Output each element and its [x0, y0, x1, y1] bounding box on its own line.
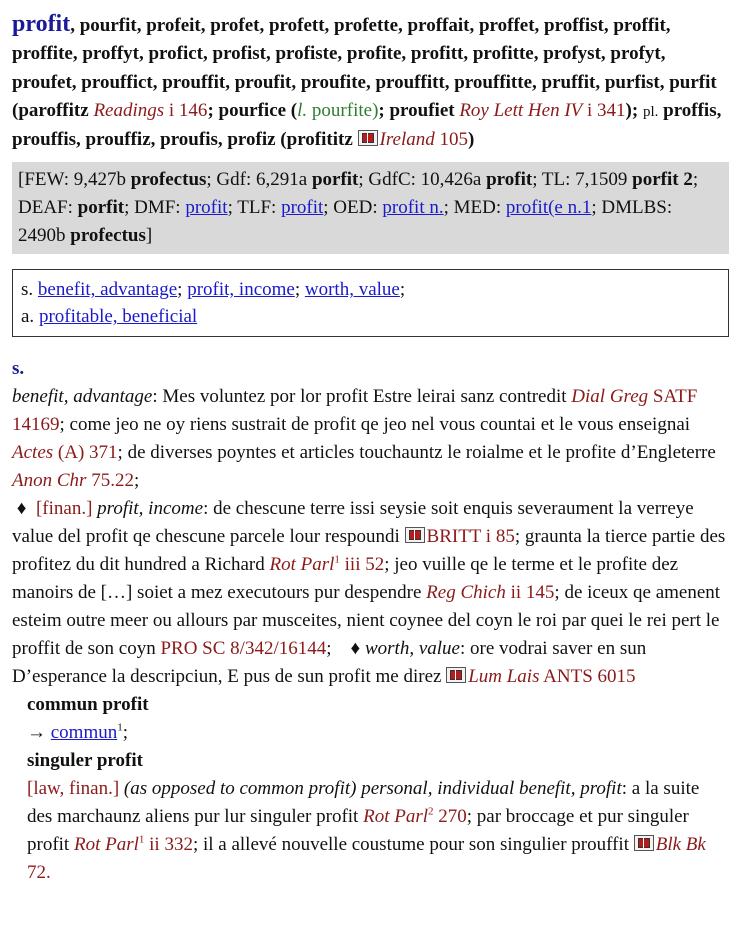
subentry-body: [law, finan.] (as opposed to common profit) personal, individual benefit, profit: a la suite des marchaunz aliens pur lur singuler profit Rot Parl$^2$ 270; par broccage et pur singuler profit Rot Parl$^1$ ii 332; il a allevé nouvelle coustume pour son singulier prouffit Blk Bk 72.	[27, 778, 706, 884]
gdf-word: porfit	[311, 169, 359, 191]
reference-box: [FEW: 9,427b profectus; Gdf: 6,291a porfit; GdfC: 10,426a profit; TL: 7,1509 porfit 2; DEAF: porfit; DMF: profit; TLF: profit; OED: profit n.; MED: profit(e n.1; DMLBS: 2490b profectus]	[12, 162, 729, 254]
source-ref[interactable]: BRITT i 85	[426, 526, 515, 548]
headword: profit	[12, 11, 71, 37]
manuscript-icon[interactable]	[634, 835, 654, 851]
source-ref[interactable]: Readings	[93, 99, 165, 121]
quotation: : a la suite des marchaunz aliens pur lur singuler profit	[27, 778, 700, 828]
subentry-crossref: → commun$^1$;	[27, 722, 129, 744]
sense-link[interactable]: profitable, beneficial	[38, 306, 198, 328]
source-ref[interactable]: Roy Lett Hen IV	[459, 99, 583, 121]
source-ref[interactable]: Ireland	[379, 129, 435, 151]
quotation: ; come jeo ne oy riens sustrait de profit qe jeo nel vous countai et le vous enseignai	[59, 414, 691, 436]
diamond-icon: ♦	[16, 498, 27, 520]
source-ref[interactable]: Rot Parl	[73, 834, 139, 856]
quotation: ; de diverses poyntes et articles touchauntz le roialme et le profite d’Engleterre	[117, 442, 716, 464]
source-loc: i 341	[582, 99, 626, 121]
variant-forms: ; pourfice (	[207, 99, 298, 121]
manuscript-icon[interactable]	[405, 527, 425, 543]
dmlbs-word: profectus	[70, 225, 146, 247]
sense-paragraph: benefit, advantage: Mes voluntez por lor profit Estre leirai sanz contredit Dial Greg SATF 14169; come jeo ne oy riens sustrait de profit qe jeo nel vous countai et le vous enseignai Actes (A) 371; de diverses poyntes et articles touchauntz le roialme et le profite d’Engleterre Anon Chr 75.22;	[12, 386, 716, 492]
sense-summary-a: a. profitable, beneficial	[21, 306, 198, 328]
source-loc: i 146	[164, 99, 208, 121]
variant-forms: , pourfit, profeit, profet, profett, profette, proffait, proffet, proffist, proffit, proffite, proffyt, profict, profist, profiste, profite, profitt, profitte, profyst, profyt, proufet, prouffict, prouffit, proufit, proufite, prouffitt, prouffitte, pruffit, purfist, purfit (paroffitz	[12, 15, 717, 121]
usage-label: [law, finan.]	[27, 778, 124, 800]
subentry-heading: commun profit	[27, 694, 149, 716]
gdfc-word: profit	[486, 169, 533, 191]
part-of-speech: s.	[12, 358, 25, 380]
definition: (as opposed to common profit) personal, individual benefit, profit	[123, 778, 622, 800]
definition: worth, value	[364, 638, 460, 660]
definition: benefit, advantage	[12, 386, 153, 408]
sense-link[interactable]: profit, income	[187, 279, 295, 301]
definition: profit, income	[97, 498, 204, 520]
variant-forms: )	[468, 129, 475, 151]
source-ref[interactable]: Actes	[12, 442, 54, 464]
arrow-icon: →	[27, 722, 51, 744]
deaf-word: porfit	[77, 197, 125, 219]
quotation: ; jeo vuille qe le terme et le profite dez manoirs de […] soiet a mez executours pur despendre	[12, 554, 679, 604]
subentry-heading: singuler profit	[27, 750, 143, 772]
crossref-link[interactable]: commun	[50, 722, 118, 744]
source-ref[interactable]: PRO SC 8/342/16144	[160, 638, 327, 660]
tlf-link[interactable]: profit	[281, 197, 324, 219]
med-link[interactable]: profit(e n.1	[505, 197, 592, 219]
source-ref[interactable]: Blk Bk	[655, 834, 706, 856]
quotation: ; par broccage et pur singuler profit	[27, 806, 689, 856]
sense-link[interactable]: worth, value	[304, 279, 400, 301]
dmf-link[interactable]: profit	[185, 197, 228, 219]
tl-word: porfit 2	[632, 169, 693, 191]
variant-forms: proffis, prouffis, prouffiz, proufis, profiz (profititz	[12, 99, 722, 151]
source-loc: 105	[434, 129, 469, 151]
source-ref[interactable]: Lum Lais	[468, 666, 540, 688]
quotation: : ore vodrai saver en sun D’esperance la descripciun, E pus de sun profit me direz	[12, 638, 647, 688]
source-ref[interactable]: Rot Parl	[269, 554, 335, 576]
source-ref[interactable]: Anon Chr	[12, 470, 87, 492]
entry-header	[12, 10, 729, 154]
quotation: : de chescune terre issi seysie soit enquis severaument la verreye value del profit qe chescune parcele lour respoundi	[12, 498, 694, 548]
source-ref[interactable]: Dial Greg	[571, 386, 649, 408]
lege-word: pourfite)	[307, 99, 379, 121]
diamond-icon: ♦	[350, 638, 361, 660]
quotation: ; graunta la tierce partie des profitez du dit hundred a Richard	[12, 526, 726, 576]
plural-label: pl.	[642, 103, 659, 120]
quotation: : Mes voluntez por lor profit Estre leirai sanz contredit	[152, 386, 572, 408]
manuscript-icon[interactable]	[446, 667, 466, 683]
manuscript-icon[interactable]	[358, 130, 378, 146]
source-ref[interactable]: Rot Parl	[363, 806, 429, 828]
quotation: ; de iceux qe amenent esteim outre meer ou allours par musceites, nient coynee del coyn le roi par quei le rei pert le proffit de son coyn	[12, 582, 721, 660]
sense-summary-box	[12, 269, 729, 337]
quotation: ; il a allevé nouvelle coustume pour son singulier prouffit	[192, 834, 634, 856]
sense-paragraph: ♦ [finan.] profit, income: de chescune terre issi seysie soit enquis severaument la verreye value del profit qe chescune parcele lour respoundi BRITT i 85; graunta la tierce partie des profitez du dit hundred a Richard Rot Parl$^1$ iii 52; jeo vuille qe le terme et le profite dez manoirs de […] soiet a mez executours pur despendre Reg Chich ii 145; de iceux qe amenent esteim outre meer ou allours par musceites, nient coynee del coyn le roi par quei le rei pert le proffit de son coyn PRO SC 8/342/16144; ♦ worth, value: ore vodrai saver en sun D’esperance la descripciun, E pus de sun profit me direz Lum Lais ANTS 6015	[12, 498, 726, 688]
entry-body	[12, 383, 729, 887]
source-ref[interactable]: Reg Chich	[426, 582, 506, 604]
variant-forms: ; proufiet	[378, 99, 460, 121]
oed-link[interactable]: profit n.	[382, 197, 444, 219]
usage-label: [finan.]	[35, 498, 98, 520]
few-word: profectus	[130, 169, 207, 191]
lege-label: l.	[297, 99, 308, 121]
sense-summary-s: s. benefit, advantage; profit, income; worth, value;	[21, 279, 406, 301]
variant-forms: );	[625, 99, 643, 121]
sense-link[interactable]: benefit, advantage	[37, 279, 178, 301]
